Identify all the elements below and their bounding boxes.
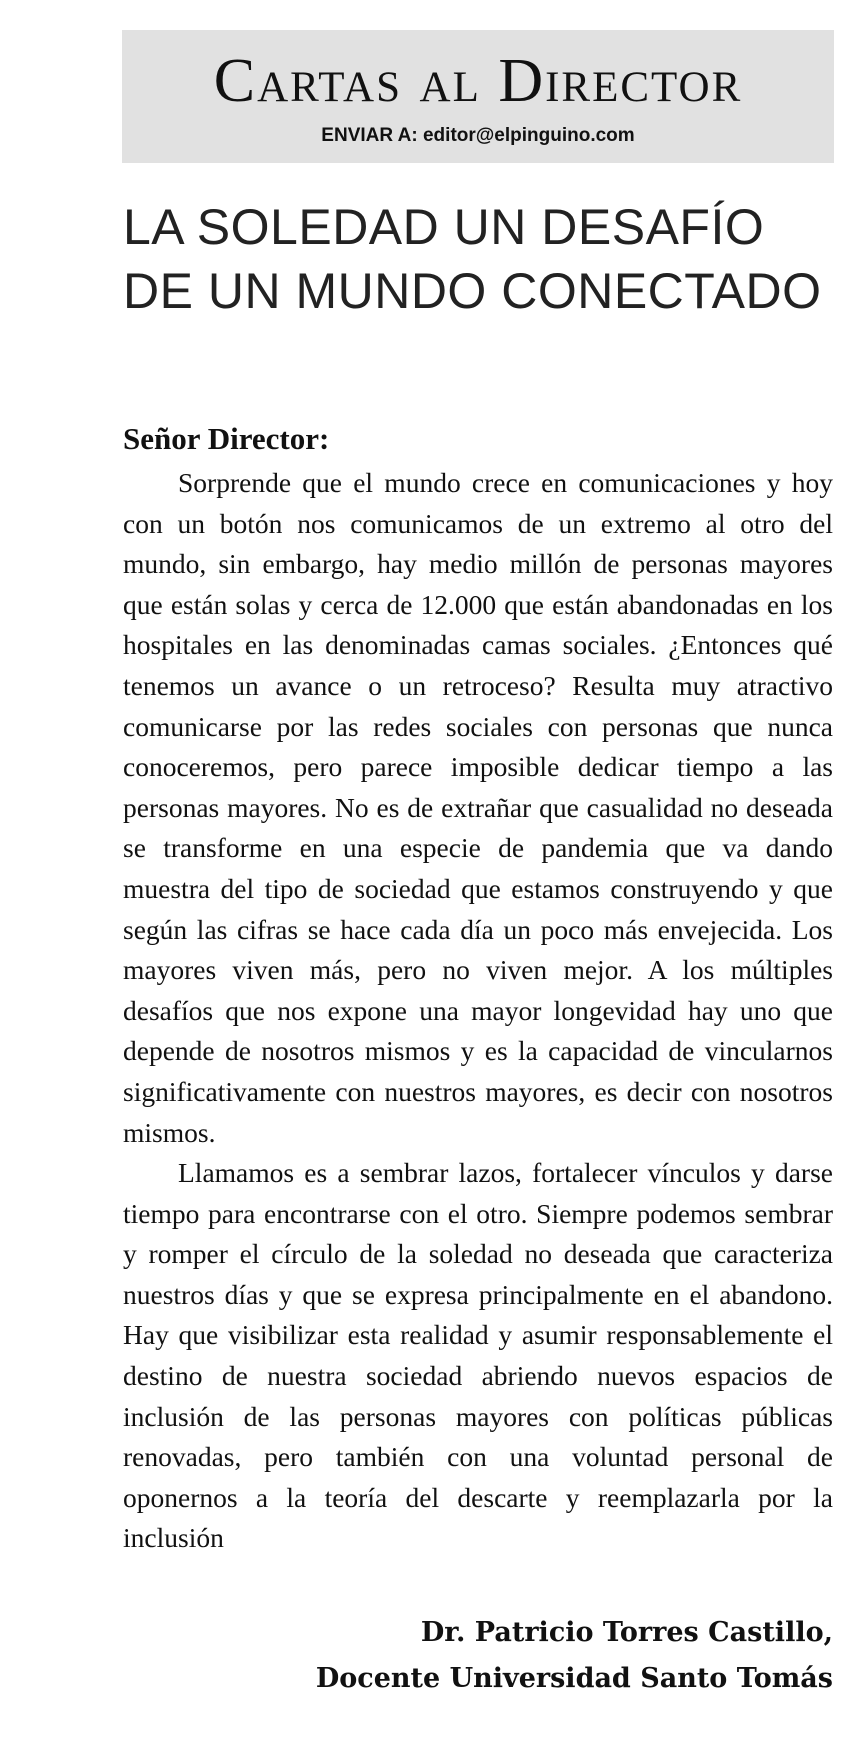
author-name: Dr. Patricio Torres Castillo, bbox=[420, 1617, 833, 1648]
section-title: Cartas al Director bbox=[213, 47, 743, 115]
letter-salutation: Señor Director: bbox=[123, 421, 330, 456]
letter-body bbox=[123, 463, 833, 1559]
section-header bbox=[122, 30, 834, 163]
letter-headline: LA SOLEDAD UN DESAFÍO DE UN MUNDO CONECTADO bbox=[123, 199, 822, 319]
letter-paragraph: Llamamos es a sembrar lazos, fortalecer vínculos y darse tiempo para encontrarse con el otro. Siempre podemos sembrar y romper el círculo de la soledad no deseada que caracteriza nuestros días y que se expresa principalmente en el abandono. Hay que visibilizar esta realidad y asumir responsablemente el destino de nuestra sociedad abriendo nuevos espacios de inclusión de las personas mayores con políticas públicas renovadas, pero también con una voluntad personal de oponernos a la teoría del descarte y reemplazarla por la inclusión bbox=[123, 1157, 833, 1554]
letter-paragraph: Sorprende que el mundo crece en comunicaciones y hoy con un botón nos comunicamos de un extremo al otro del mundo, sin embargo, hay medio millón de personas mayores que están solas y cerca de 12.000 que están abandonadas en los hospitales en las denominadas camas sociales. ¿Entonces qué tenemos un avance o un retroceso? Resulta muy atractivo comunicarse por las redes sociales con personas que nunca conoceremos, pero parece imposible dedicar tiempo a las personas mayores. No es de extrañar que casualidad no deseada se transforme en una especie de pandemia que va dando muestra del tipo de sociedad que estamos construyendo y que según las cifras se hace cada día un poco más envejecida. Los mayores viven más, pero no viven mejor. A los múltiples desafíos que nos expone una mayor longevidad hay uno que depende de nosotros mismos y es la capacidad de vincularnos significativamente con nuestros mayores, es decir con nosotros mismos. bbox=[123, 467, 833, 1148]
author-affiliation: Docente Universidad Santo Tomás bbox=[315, 1663, 833, 1694]
submission-email: ENVIAR A: editor@elpinguino.com bbox=[321, 125, 635, 146]
letter-signature bbox=[316, 1610, 833, 1702]
